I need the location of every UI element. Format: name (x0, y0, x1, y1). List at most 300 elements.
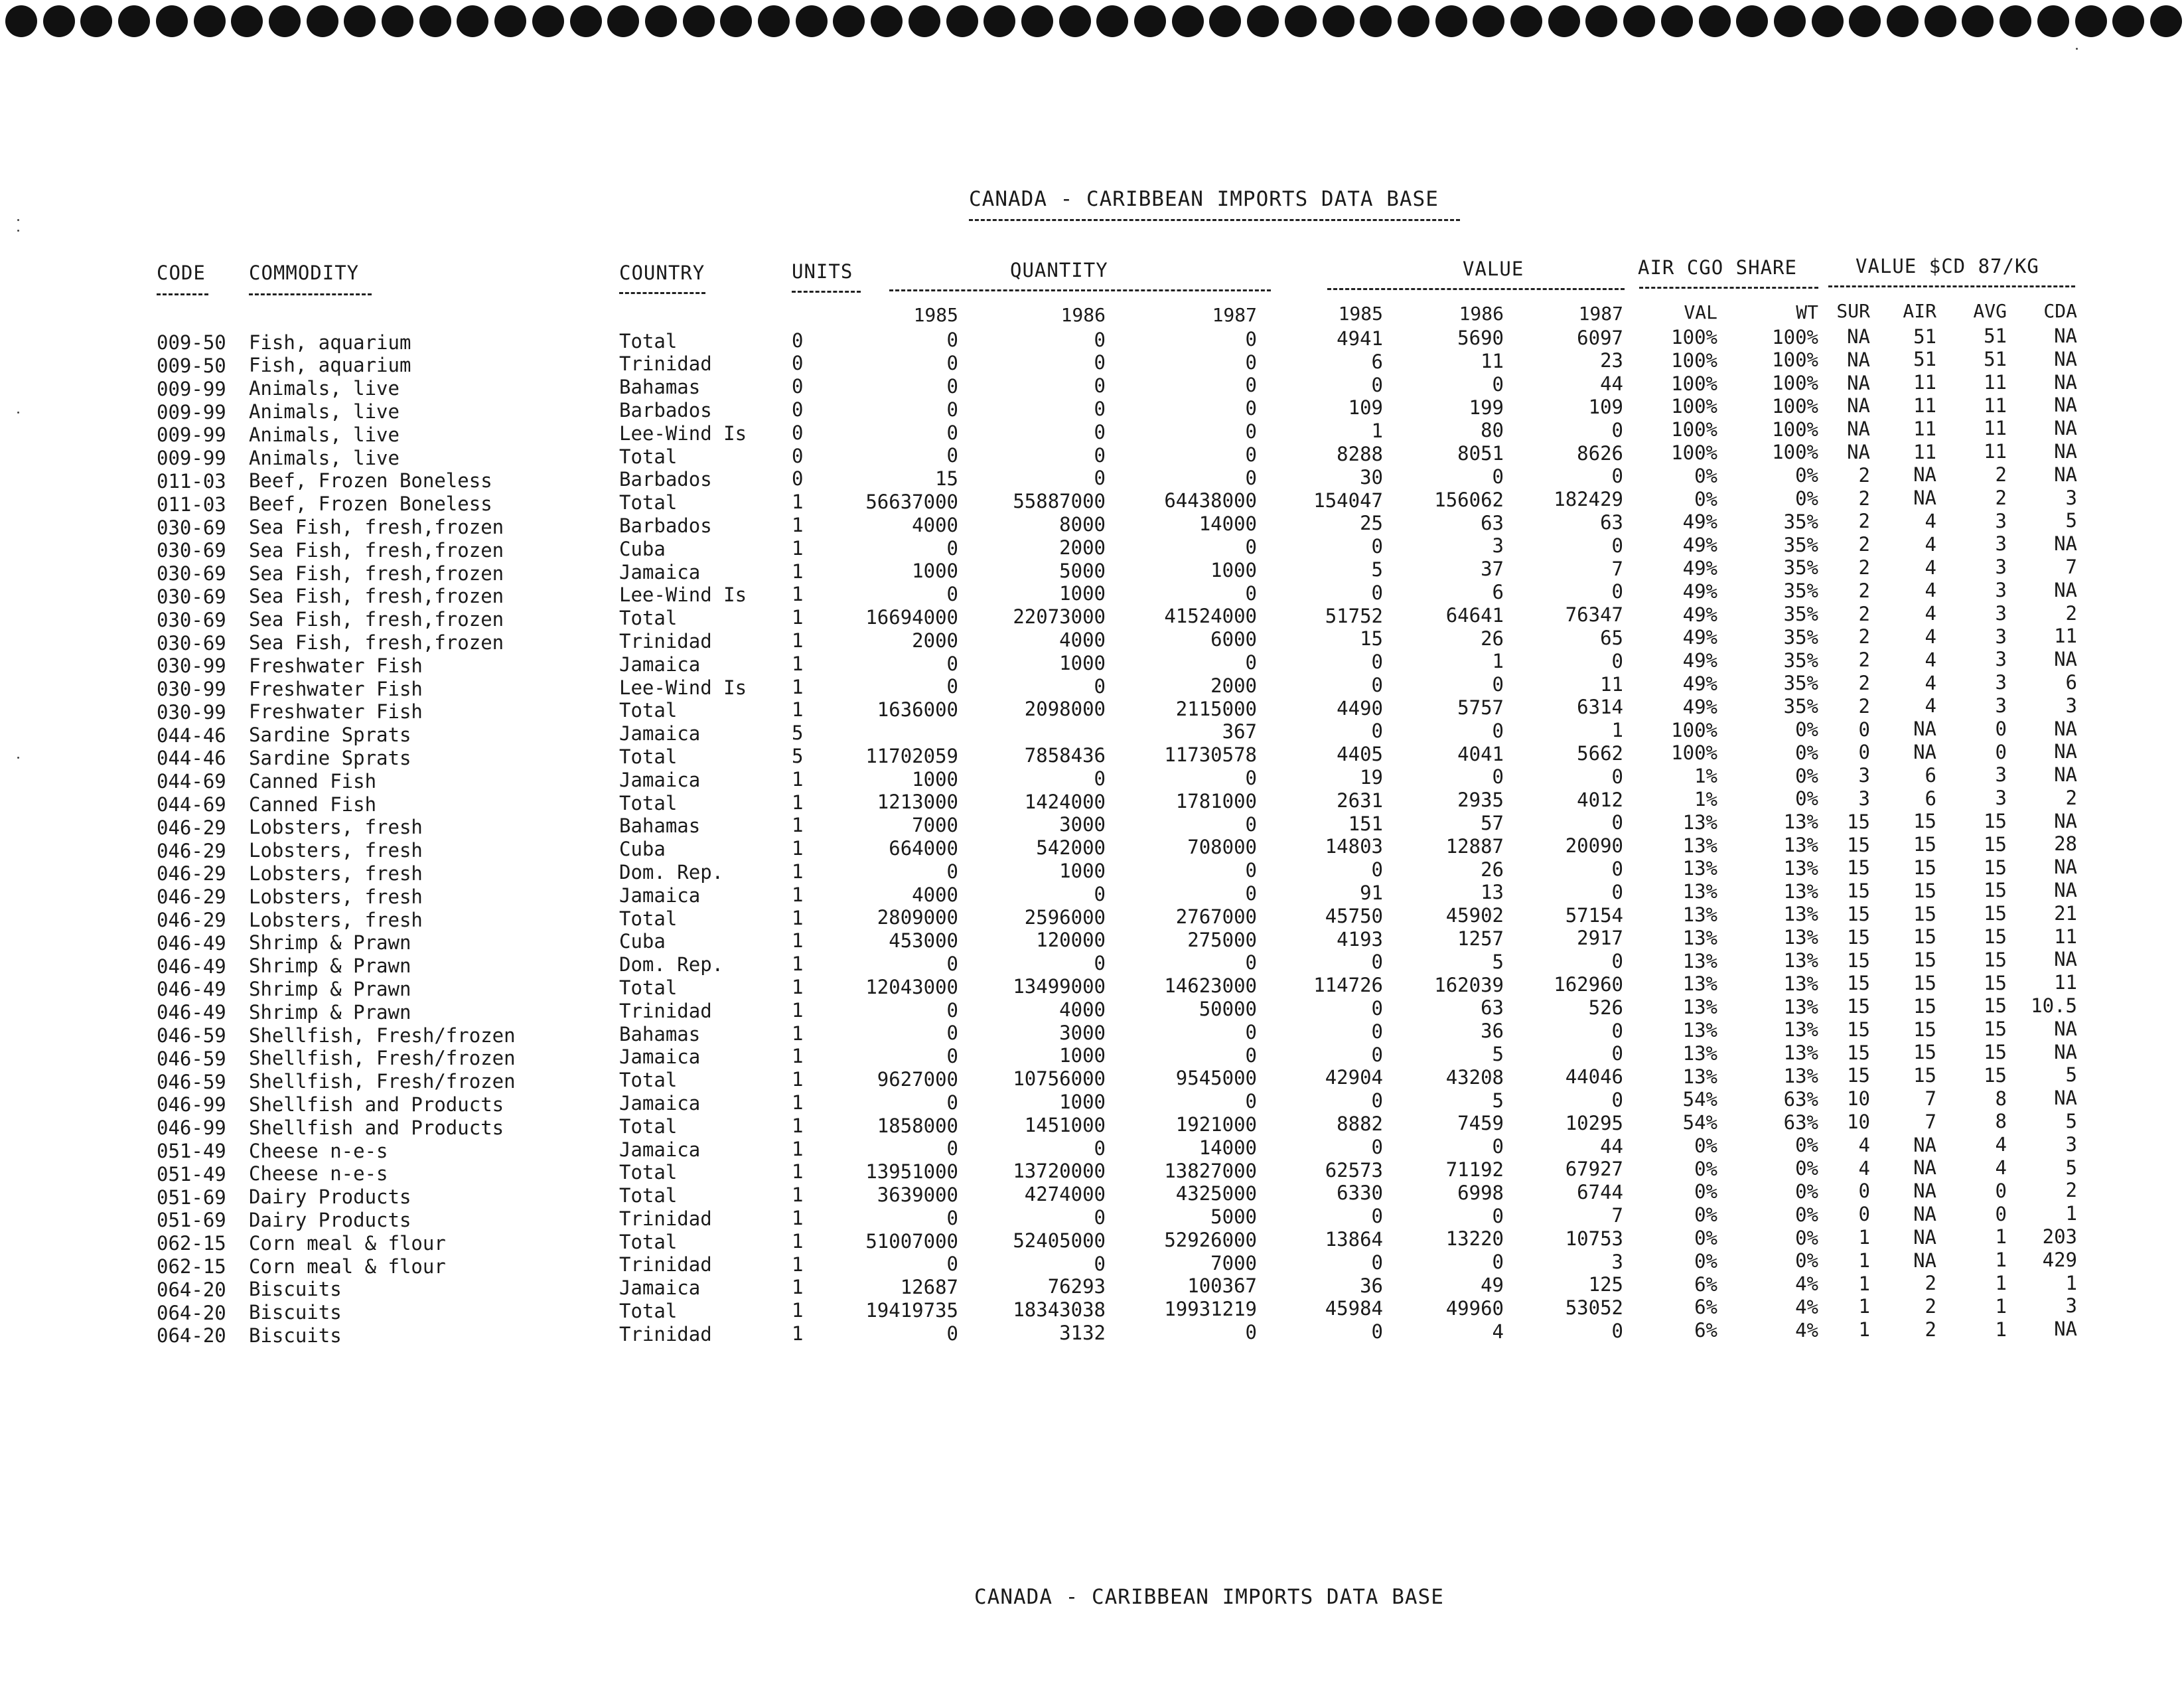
cell-code: 046-49 (157, 1001, 226, 1024)
cell-cda: 5 (2065, 509, 2077, 532)
cell-country: Cuba (619, 930, 666, 953)
cell-commodity: Shrimp & Prawn (249, 977, 411, 1000)
cell-share-val: 49% (1682, 510, 1717, 534)
cell-val-1987: 0 (1611, 880, 1623, 903)
rule-commodity (249, 293, 372, 295)
cell-qty-1987: 0 (1245, 1321, 1257, 1344)
cell-qty-1987: 0 (1245, 466, 1257, 489)
cell-units: 1 (792, 929, 804, 953)
sub-avg: AVG (1973, 300, 2007, 322)
cell-commodity: Freshwater Fish (249, 700, 423, 724)
cell-qty-1985: 0 (946, 583, 958, 606)
rule-quantity (889, 289, 1271, 291)
cell-val-1987: 44046 (1565, 1065, 1623, 1089)
cell-cda: NA (2054, 1040, 2077, 1063)
cell-share-val: 0% (1694, 487, 1717, 510)
feed-hole (570, 5, 602, 37)
cell-code: 064-20 (157, 1301, 226, 1324)
cell-sur: 2 (1858, 510, 1870, 533)
feed-hole (494, 5, 526, 37)
cell-air: 15 (1913, 971, 1936, 994)
cell-val-1986: 3 (1492, 534, 1504, 558)
cell-qty-1987: 6000 (1210, 628, 1257, 651)
cell-qty-1987: 0 (1245, 651, 1257, 674)
cell-qty-1987: 14623000 (1164, 974, 1257, 998)
cell-avg: 2 (1995, 463, 2007, 487)
cell-qty-1987: 0 (1245, 1090, 1257, 1113)
cell-code: 051-69 (157, 1186, 226, 1209)
cell-sur: 3 (1858, 787, 1870, 810)
cell-val-1986: 8051 (1457, 442, 1504, 465)
cell-sur: 2 (1858, 487, 1870, 510)
cell-share-wt: 35% (1783, 603, 1818, 626)
feed-hole (2037, 5, 2069, 37)
cell-cda: NA (2054, 856, 2077, 879)
cell-country: Jamaica (619, 883, 701, 907)
cell-qty-1985: 11702059 (865, 744, 958, 767)
cell-cda: NA (2054, 463, 2077, 486)
feed-hole (758, 5, 790, 37)
tractor-feed-holes (5, 5, 2175, 42)
cell-share-wt: 100% (1772, 394, 1818, 418)
cell-val-1987: 7 (1611, 557, 1623, 580)
cell-share-wt: 100% (1772, 441, 1818, 464)
feed-hole (796, 5, 828, 37)
cell-qty-1986: 5000 (1059, 559, 1106, 582)
cell-units: 1 (792, 998, 804, 1022)
cell-sur: 2 (1858, 556, 1870, 579)
cell-qty-1985: 0 (946, 652, 958, 675)
cell-qty-1986: 1451000 (1024, 1113, 1106, 1136)
cell-qty-1986: 120000 (1036, 929, 1106, 952)
cell-share-val: 49% (1682, 695, 1717, 718)
cell-val-1987: 0 (1611, 950, 1623, 973)
cell-country: Total (619, 607, 678, 630)
cell-val-1986: 36 (1481, 1020, 1504, 1043)
cell-share-val: 0% (1694, 1227, 1717, 1250)
cell-qty-1985: 0 (946, 398, 958, 421)
cell-cda: 1 (2065, 1202, 2077, 1225)
cell-cda: 3 (2065, 486, 2077, 509)
cell-qty-1985: 0 (946, 536, 958, 560)
cell-share-val: 13% (1682, 1065, 1717, 1088)
cell-qty-1985: 12043000 (865, 975, 958, 998)
cell-val-1987: 5662 (1577, 741, 1623, 765)
cell-avg: 3 (1995, 648, 2007, 671)
cell-sur: 15 (1847, 972, 1870, 995)
feed-hole (118, 5, 150, 37)
cell-units: 1 (792, 1184, 804, 1207)
cell-share-wt: 0% (1795, 741, 1818, 764)
cell-commodity: Canned Fish (249, 769, 377, 793)
cell-code: 030-69 (157, 539, 226, 562)
feed-hole (1887, 5, 1919, 37)
cell-commodity: Sea Fish, fresh,frozen (249, 562, 504, 585)
cell-country: Trinidad (619, 1322, 712, 1345)
cell-val-1987: 10295 (1565, 1111, 1623, 1134)
cell-share-val: 13% (1682, 926, 1717, 949)
cell-share-wt: 0% (1795, 464, 1818, 487)
cell-country: Jamaica (619, 768, 701, 791)
cell-share-wt: 0% (1795, 1157, 1818, 1180)
cell-qty-1985: 0 (946, 998, 958, 1022)
feed-hole (2112, 5, 2144, 37)
cell-sur: 15 (1847, 833, 1870, 856)
cell-qty-1985: 12687 (900, 1276, 958, 1299)
cell-units: 1 (792, 837, 804, 860)
cell-commodity: Animals, live (249, 423, 400, 446)
cell-commodity: Fish, aquarium (249, 331, 411, 354)
cell-share-val: 0% (1694, 1203, 1717, 1227)
cell-val-1985: 0 (1371, 651, 1383, 674)
cell-qty-1986: 0 (1094, 398, 1106, 421)
feed-hole (1623, 5, 1655, 37)
cell-val-1985: 0 (1371, 1089, 1383, 1113)
cell-air: 15 (1913, 810, 1936, 833)
cell-share-val: 13% (1682, 1041, 1717, 1065)
cell-air: 4 (1925, 648, 1936, 671)
cell-code: 046-29 (157, 862, 226, 885)
cell-country: Total (619, 1230, 678, 1253)
cell-val-1987: 3 (1611, 1250, 1623, 1273)
cell-code: 051-69 (157, 1209, 226, 1232)
cell-units: 0 (792, 352, 804, 375)
cell-avg: 3 (1995, 625, 2007, 648)
cell-val-1986: 37 (1481, 558, 1504, 581)
cell-code: 046-49 (157, 931, 226, 955)
cell-cda: NA (2054, 417, 2077, 440)
cell-share-wt: 13% (1783, 834, 1818, 857)
cell-commodity: Sea Fish, fresh,frozen (249, 585, 504, 608)
cell-sur: 0 (1858, 1180, 1870, 1203)
cell-avg: 11 (1984, 394, 2007, 417)
cell-country: Total (619, 1300, 678, 1323)
cell-cda: NA (2054, 948, 2077, 971)
cell-val-1985: 0 (1371, 951, 1383, 974)
cell-share-val: 13% (1682, 834, 1717, 857)
cell-air: 6 (1925, 763, 1936, 787)
cell-country: Total (619, 445, 678, 468)
cell-avg: 4 (1995, 1156, 2007, 1179)
cell-sur: 0 (1858, 718, 1870, 741)
feed-hole (683, 5, 715, 37)
cell-units: 1 (792, 652, 804, 675)
cell-air: 4 (1925, 510, 1936, 533)
cell-qty-1986: 4274000 (1024, 1183, 1106, 1206)
feed-hole (344, 5, 376, 37)
feed-hole (1774, 5, 1806, 37)
cell-cda: NA (2054, 324, 2077, 347)
cell-val-1986: 49 (1481, 1273, 1504, 1296)
cell-val-1986: 49960 (1445, 1296, 1504, 1320)
cell-qty-1985: 664000 (889, 836, 958, 860)
cell-qty-1987: 0 (1245, 882, 1257, 905)
cell-qty-1986: 0 (1094, 1252, 1106, 1275)
cell-val-1985: 8288 (1337, 442, 1383, 465)
cell-val-1985: 0 (1371, 1320, 1383, 1343)
feed-hole (1247, 5, 1279, 37)
cell-air: 15 (1913, 949, 1936, 972)
cell-cda: 5 (2065, 1063, 2077, 1087)
feed-hole (1172, 5, 1204, 37)
cell-val-1985: 151 (1348, 812, 1383, 835)
cell-val-1985: 4193 (1337, 927, 1383, 951)
cell-avg: 15 (1984, 856, 2007, 879)
cell-commodity: Lobsters, fresh (249, 816, 423, 839)
cell-qty-1986: 542000 (1036, 836, 1106, 860)
cell-avg: 15 (1984, 1063, 2007, 1087)
cell-share-val: 49% (1682, 579, 1717, 603)
cell-val-1986: 64641 (1445, 603, 1504, 627)
rule-value-per-kg (1828, 285, 2075, 287)
cell-qty-1987: 0 (1245, 766, 1257, 789)
cell-share-val: 100% (1671, 718, 1717, 741)
cell-share-wt: 13% (1783, 903, 1818, 926)
cell-units: 1 (792, 767, 804, 791)
cell-qty-1986: 3000 (1059, 813, 1106, 836)
cell-qty-1985: 0 (946, 352, 958, 375)
cell-air: NA (1913, 487, 1936, 510)
cell-sur: 2 (1858, 602, 1870, 625)
cell-air: 4 (1925, 532, 1936, 556)
cell-share-wt: 13% (1783, 1018, 1818, 1041)
cell-commodity: Sea Fish, fresh,frozen (249, 631, 504, 654)
cell-qty-1986: 1000 (1059, 651, 1106, 674)
cell-val-1986: 26 (1481, 627, 1504, 650)
cell-qty-1985: 19419735 (865, 1298, 958, 1322)
feed-hole (156, 5, 188, 37)
cell-code: 046-29 (157, 816, 226, 839)
cell-country: Barbados (619, 399, 712, 422)
cell-qty-1987: 2115000 (1175, 697, 1257, 720)
cell-units: 5 (792, 745, 804, 767)
cell-commodity: Shrimp & Prawn (249, 1000, 411, 1024)
cell-qty-1986: 4000 (1059, 629, 1106, 651)
cell-qty-1986: 0 (1094, 420, 1106, 443)
cell-val-1987: 2917 (1577, 927, 1623, 950)
cell-commodity: Sardine Sprats (249, 746, 411, 769)
title-underline (969, 219, 1460, 221)
cell-code: 030-69 (157, 608, 226, 631)
cell-air: NA (1913, 740, 1936, 763)
cell-qty-1985: 1636000 (877, 698, 958, 722)
cell-val-1987: 0 (1611, 534, 1623, 557)
feed-hole (1812, 5, 1844, 37)
cell-sur: 3 (1858, 764, 1870, 787)
cell-share-val: 13% (1682, 880, 1717, 903)
cell-val-1987: 0 (1611, 1319, 1623, 1342)
header-air-cgo-share: AIR CGO SHARE (1638, 256, 1797, 279)
cell-sur: 4 (1858, 1133, 1870, 1156)
cell-avg: 2 (1995, 486, 2007, 509)
cell-share-wt: 0% (1795, 718, 1818, 741)
cell-val-1987: 7 (1611, 1203, 1623, 1227)
cell-val-1987: 125 (1588, 1273, 1623, 1296)
cell-avg: 15 (1984, 1018, 2007, 1041)
cell-units: 1 (792, 953, 804, 976)
cell-country: Bahamas (619, 376, 701, 399)
cell-share-val: 1% (1694, 787, 1717, 810)
cell-code: 062-15 (157, 1232, 226, 1255)
cell-val-1986: 6 (1492, 581, 1504, 604)
cell-avg: 1 (1995, 1225, 2007, 1249)
cell-units: 1 (792, 1091, 804, 1114)
cell-qty-1986: 0 (1094, 767, 1106, 790)
cell-val-1986: 5 (1492, 950, 1504, 973)
cell-val-1986: 0 (1492, 765, 1504, 789)
cell-val-1986: 7459 (1457, 1112, 1504, 1135)
cell-code: 046-49 (157, 978, 226, 1001)
cell-qty-1986: 13720000 (1013, 1160, 1106, 1183)
cell-qty-1985: 2000 (912, 629, 958, 652)
cell-val-1987: 526 (1588, 996, 1623, 1019)
cell-val-1987: 182429 (1554, 488, 1623, 511)
cell-cda: NA (2054, 370, 2077, 394)
cell-avg: 0 (1995, 717, 2007, 740)
cell-qty-1985: 0 (946, 375, 958, 398)
cell-share-val: 13% (1682, 996, 1717, 1019)
cell-code: 046-59 (157, 1047, 226, 1070)
cell-commodity: Cheese n-e-s (249, 1162, 388, 1186)
cell-share-wt: 13% (1783, 995, 1818, 1018)
cell-code: 044-46 (157, 747, 226, 770)
cell-commodity: Biscuits (249, 1324, 342, 1347)
cell-val-1986: 13 (1481, 881, 1504, 904)
cell-val-1987: 1 (1611, 719, 1623, 742)
feed-hole (1473, 5, 1504, 37)
cell-share-val: 13% (1682, 972, 1717, 996)
feed-hole (1134, 5, 1166, 37)
cell-val-1985: 0 (1371, 1135, 1383, 1158)
cell-cda: NA (2054, 439, 2077, 463)
feed-hole (1510, 5, 1542, 37)
margin-mark (17, 757, 19, 759)
cell-avg: 8 (1995, 1087, 2007, 1110)
cell-sur: 10 (1847, 1111, 1870, 1134)
cell-share-wt: 35% (1783, 695, 1818, 718)
feed-hole (1736, 5, 1768, 37)
cell-qty-1985: 0 (946, 444, 958, 467)
cell-air: 15 (1913, 856, 1936, 879)
cell-commodity: Shellfish and Products (249, 1116, 504, 1139)
cell-val-1986: 0 (1492, 465, 1504, 489)
cell-val-1985: 6330 (1337, 1182, 1383, 1205)
cell-air: NA (1913, 1133, 1936, 1156)
cell-val-1986: 0 (1492, 673, 1504, 696)
cell-avg: 15 (1984, 1040, 2007, 1063)
feed-hole (1661, 5, 1693, 37)
cell-val-1986: 199 (1469, 396, 1504, 419)
cell-val-1986: 162039 (1434, 973, 1504, 996)
cell-cda: NA (2054, 717, 2077, 740)
year-qty-1986: 1986 (1060, 304, 1106, 326)
cell-share-wt: 0% (1795, 1180, 1818, 1203)
cell-val-1986: 0 (1492, 1135, 1504, 1158)
cell-share-wt: 13% (1783, 856, 1818, 880)
cell-air: 2 (1925, 1272, 1936, 1295)
cell-qty-1985: 56637000 (865, 491, 958, 514)
cell-sur: 0 (1858, 741, 1870, 764)
header-quantity: QUANTITY (1010, 259, 1108, 281)
feed-hole (720, 5, 752, 37)
cell-code: 046-29 (157, 885, 226, 909)
cell-units: 0 (792, 444, 804, 467)
cell-country: Jamaica (619, 1045, 701, 1069)
cell-val-1985: 1 (1371, 420, 1383, 443)
cell-val-1987: 44 (1600, 372, 1623, 396)
cell-avg: 3 (1995, 671, 2007, 694)
cell-air: 2 (1925, 1318, 1936, 1341)
cell-share-wt: 13% (1783, 926, 1818, 949)
feed-hole (419, 5, 451, 37)
cell-country: Total (619, 745, 678, 768)
cell-sur: 2 (1858, 463, 1870, 487)
cell-units: 1 (792, 860, 804, 883)
cell-cda: 21 (2054, 901, 2077, 925)
cell-country: Cuba (619, 537, 666, 560)
cell-cda: NA (2054, 763, 2077, 787)
cell-units: 1 (792, 675, 804, 698)
cell-qty-1987: 11730578 (1164, 743, 1257, 767)
cell-sur: 1 (1858, 1226, 1870, 1249)
cell-cda: 11 (2054, 625, 2077, 648)
cell-country: Lee-Wind Is (619, 583, 747, 607)
cell-share-wt: 0% (1795, 1226, 1818, 1249)
cell-share-wt: 13% (1783, 1065, 1818, 1087)
cell-qty-1986: 7858436 (1024, 743, 1106, 767)
cell-qty-1987: 64438000 (1164, 489, 1257, 512)
cell-code: 009-99 (157, 447, 226, 470)
cell-val-1986: 4041 (1457, 742, 1504, 765)
cell-sur: NA (1847, 418, 1870, 441)
feed-hole (5, 5, 37, 37)
cell-sur: NA (1847, 440, 1870, 463)
cell-share-val: 0% (1694, 1134, 1717, 1157)
cell-val-1987: 53052 (1565, 1296, 1623, 1320)
cell-val-1986: 63 (1481, 511, 1504, 534)
sub-val: VAL (1684, 301, 1717, 323)
cell-val-1986: 156062 (1434, 488, 1504, 511)
cell-sur: 2 (1858, 671, 1870, 694)
cell-qty-1986: 3132 (1059, 1321, 1106, 1344)
cell-avg: 15 (1984, 994, 2007, 1018)
cell-val-1985: 0 (1371, 1020, 1383, 1043)
feed-hole (1435, 5, 1467, 37)
cell-commodity: Shellfish, Fresh/frozen (249, 1070, 516, 1093)
cell-avg: 15 (1984, 809, 2007, 832)
cell-qty-1986: 3000 (1059, 1021, 1106, 1044)
year-val-1985: 1985 (1338, 303, 1383, 325)
cell-sur: 15 (1847, 902, 1870, 925)
cell-val-1986: 0 (1492, 1251, 1504, 1274)
cell-qty-1985: 0 (946, 860, 958, 883)
cell-units: 1 (792, 1160, 804, 1184)
cell-cda: NA (2054, 740, 2077, 763)
cell-share-wt: 13% (1783, 880, 1818, 903)
cell-qty-1987: 5000 (1210, 1205, 1257, 1229)
cell-code: 044-46 (157, 724, 226, 747)
cell-air: NA (1913, 1225, 1936, 1249)
cell-cda: 3 (2065, 1294, 2077, 1318)
cell-qty-1986: 4000 (1059, 998, 1106, 1021)
cell-val-1987: 76347 (1565, 603, 1623, 627)
cell-qty-1986: 0 (1094, 374, 1106, 398)
cell-val-1985: 25 (1360, 512, 1383, 535)
cell-share-wt: 0% (1795, 764, 1818, 787)
header-country: COUNTRY (619, 262, 705, 284)
cell-cda: 203 (2042, 1225, 2077, 1249)
cell-qty-1986: 0 (1094, 467, 1106, 490)
